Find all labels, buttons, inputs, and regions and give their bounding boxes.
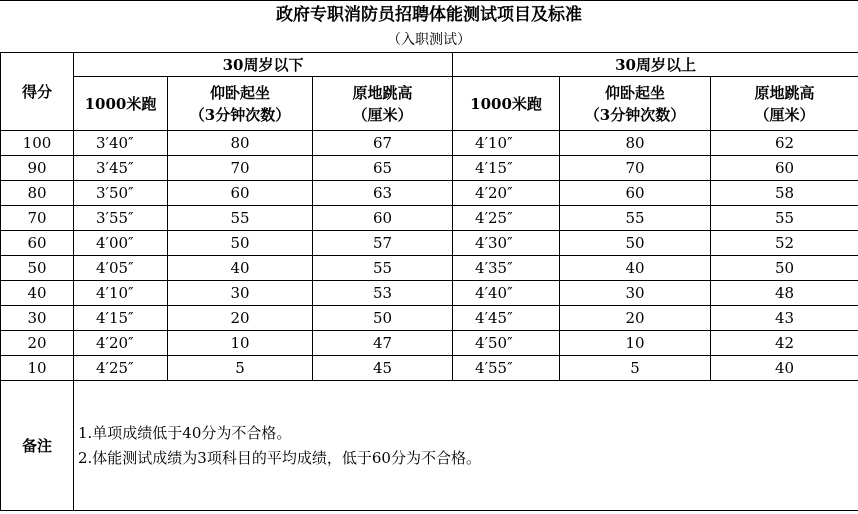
jump-cell-a: 67 — [313, 131, 453, 156]
run-cell-b: 4′45″ — [453, 306, 560, 331]
run-cell-b: 4′25″ — [453, 206, 560, 231]
situp-cell-a: 55 — [168, 206, 313, 231]
run-cell-a: 4′20″ — [74, 331, 168, 356]
jump-cell-a: 63 — [313, 181, 453, 206]
jump-cell-b: 60 — [711, 156, 858, 181]
jump-cell-a: 65 — [313, 156, 453, 181]
group-over-30-header: 30周岁以上 — [453, 53, 858, 77]
score-cell: 60 — [1, 231, 74, 256]
table-row — [1, 281, 858, 306]
run-cell-b: 4′20″ — [453, 181, 560, 206]
run-cell-a: 4′15″ — [74, 306, 168, 331]
situp-header-a-line1: 仰卧起坐 — [209, 83, 270, 102]
notes-label: 备注 — [1, 381, 74, 511]
run-cell-b: 4′15″ — [453, 156, 560, 181]
score-cell: 90 — [1, 156, 74, 181]
table-row — [1, 156, 858, 181]
score-cell: 10 — [1, 356, 74, 381]
score-header: 得分 — [1, 53, 74, 131]
situp-cell-b: 40 — [560, 256, 711, 281]
jump-cell-b: 52 — [711, 231, 858, 256]
run-cell-b: 4′40″ — [453, 281, 560, 306]
jump-cell-a: 57 — [313, 231, 453, 256]
jump-cell-a: 50 — [313, 306, 453, 331]
jump-cell-b: 43 — [711, 306, 858, 331]
run-header-a: 1000米跑 — [74, 77, 168, 131]
situp-cell-a: 60 — [168, 181, 313, 206]
jump-cell-b: 58 — [711, 181, 858, 206]
page-subtitle: （入职测试） — [387, 32, 471, 48]
situp-cell-a: 80 — [168, 131, 313, 156]
table-row — [1, 131, 858, 156]
jump-cell-a: 53 — [313, 281, 453, 306]
situp-cell-a: 30 — [168, 281, 313, 306]
run-header-b: 1000米跑 — [453, 77, 560, 131]
jump-cell-b: 42 — [711, 331, 858, 356]
run-cell-b: 4′50″ — [453, 331, 560, 356]
jump-cell-b: 50 — [711, 256, 858, 281]
situp-header-a-line2: （3分钟次数） — [189, 105, 291, 124]
page-title: 政府专职消防员招聘体能测试项目及标准 — [0, 0, 858, 28]
situp-cell-a: 20 — [168, 306, 313, 331]
jump-cell-a: 45 — [313, 356, 453, 381]
situp-cell-b: 5 — [560, 356, 711, 381]
standards-table — [0, 52, 858, 511]
jump-cell-b: 55 — [711, 206, 858, 231]
situp-cell-b: 30 — [560, 281, 711, 306]
score-cell: 20 — [1, 331, 74, 356]
situp-cell-b: 55 — [560, 206, 711, 231]
jump-header-a — [313, 77, 453, 131]
jump-header-b — [711, 77, 858, 131]
table-row — [1, 306, 858, 331]
jump-header-b-line1: 原地跳高 — [754, 83, 815, 102]
score-cell: 30 — [1, 306, 74, 331]
run-cell-a: 4′10″ — [74, 281, 168, 306]
run-cell-a: 4′05″ — [74, 256, 168, 281]
run-cell-b: 4′30″ — [453, 231, 560, 256]
run-cell-a: 4′00″ — [74, 231, 168, 256]
situp-cell-b: 50 — [560, 231, 711, 256]
jump-cell-b: 40 — [711, 356, 858, 381]
score-cell: 100 — [1, 131, 74, 156]
run-cell-a: 3′50″ — [74, 181, 168, 206]
situp-cell-a: 40 — [168, 256, 313, 281]
notes-row — [1, 381, 858, 511]
situp-cell-a: 70 — [168, 156, 313, 181]
situp-cell-b: 10 — [560, 331, 711, 356]
table-row — [1, 331, 858, 356]
situp-cell-b: 20 — [560, 306, 711, 331]
table-row — [1, 256, 858, 281]
table-row — [1, 181, 858, 206]
table-body — [1, 131, 858, 511]
score-cell: 40 — [1, 281, 74, 306]
group-under-30-header: 30周岁以下 — [74, 53, 453, 77]
jump-header-a-line2: （厘米） — [352, 105, 413, 124]
run-cell-b: 4′55″ — [453, 356, 560, 381]
note-line-2: 2.体能测试成绩为3项科目的平均成绩，低于60分为不合格。 — [78, 448, 481, 467]
situp-cell-b: 80 — [560, 131, 711, 156]
run-cell-a: 3′40″ — [74, 131, 168, 156]
score-cell: 70 — [1, 206, 74, 231]
note-line-1: 1.单项成绩低于40分为不合格。 — [78, 423, 292, 442]
situp-header-b-line2: （3分钟次数） — [584, 105, 686, 124]
jump-cell-a: 47 — [313, 331, 453, 356]
situp-cell-b: 60 — [560, 181, 711, 206]
score-cell: 80 — [1, 181, 74, 206]
situp-header-b — [560, 77, 711, 131]
score-cell: 50 — [1, 256, 74, 281]
run-cell-a: 3′45″ — [74, 156, 168, 181]
run-cell-b: 4′10″ — [453, 131, 560, 156]
situp-header-a — [168, 77, 313, 131]
table-row — [1, 231, 858, 256]
jump-header-a-line1: 原地跳高 — [352, 83, 413, 102]
situp-header-b-line1: 仰卧起坐 — [605, 83, 666, 102]
jump-cell-a: 60 — [313, 206, 453, 231]
jump-cell-b: 48 — [711, 281, 858, 306]
table-row — [1, 356, 858, 381]
situp-cell-a: 10 — [168, 331, 313, 356]
run-cell-b: 4′35″ — [453, 256, 560, 281]
notes-content — [74, 381, 858, 511]
jump-cell-a: 55 — [313, 256, 453, 281]
jump-cell-b: 62 — [711, 131, 858, 156]
run-cell-a: 3′55″ — [74, 206, 168, 231]
situp-cell-a: 5 — [168, 356, 313, 381]
jump-header-b-line2: （厘米） — [754, 105, 815, 124]
run-cell-a: 4′25″ — [74, 356, 168, 381]
situp-cell-a: 50 — [168, 231, 313, 256]
situp-cell-b: 70 — [560, 156, 711, 181]
table-row — [1, 206, 858, 231]
